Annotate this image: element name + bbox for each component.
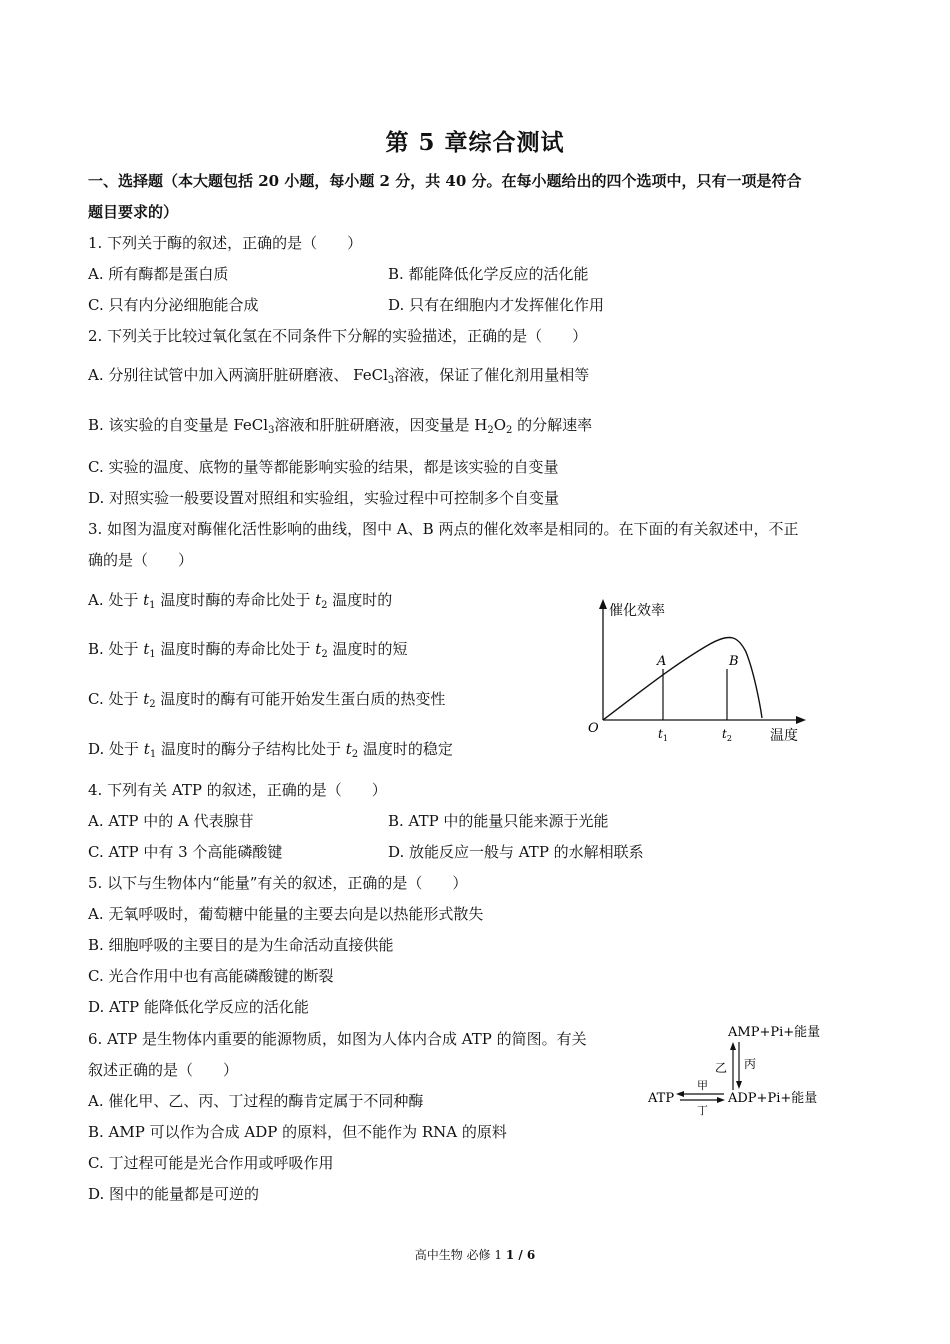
x-axis-label: 温度: [770, 728, 798, 744]
q5-stem: 5. 以下与生物体内“能量”有关的叙述，正确的是（ ）: [88, 874, 468, 892]
q6-option-a: A. 催化甲、乙、丙、丁过程的酶肯定属于不同种酶: [88, 1092, 424, 1110]
q5-option-b: B. 细胞呼吸的主要目的是为生命活动直接供能: [88, 936, 394, 954]
q4-option-c: C. ATP 中有 3 个高能磷酸键: [88, 843, 283, 861]
bing-label: 丙: [744, 1057, 757, 1071]
q3-stem: 3. 如图为温度对酶催化活性影响的曲线，图中 A、B 两点的催化效率是相同的。在下面的有关叙述中，不正: [88, 520, 799, 538]
q6-option-d: D. 图中的能量都是可逆的: [88, 1185, 260, 1203]
adp-label: ADP+Pi+能量: [728, 1091, 818, 1106]
section-heading-cont: 题目要求的）: [88, 203, 179, 221]
q6-stem-cont: 叙述正确的是（ ）: [88, 1061, 239, 1079]
q2-option-c: C. 实验的温度、底物的量等都能影响实验的结果，都是该实验的自变量: [88, 458, 559, 476]
q2-option-a: A. 分别往试管中加入两滴肝脏研磨液、 FeCl$_3$溶液，保证了催化剂用量相等: [88, 366, 590, 386]
q1-option-b: B. 都能降低化学反应的活化能: [388, 265, 589, 283]
amp-label: AMP+Pi+能量: [728, 1025, 821, 1040]
y-axis-arrow-icon: [599, 599, 607, 609]
q1-option-c: C. 只有内分泌细胞能合成: [88, 296, 259, 314]
yi-label: 乙: [715, 1061, 728, 1075]
q2-option-b: B. 该实验的自变量是 FeCl$_3$溶液和肝脏研磨液，因变量是 $H_2O_2$ 的分解速率: [88, 416, 593, 436]
q3-stem-cont: 确的是（ ）: [88, 551, 194, 569]
q6-option-c: C. 丁过程可能是光合作用或呼吸作用: [88, 1154, 334, 1172]
atp-label: ATP: [648, 1091, 675, 1106]
page-footer: 高中生物 必修 1 1 / 6: [414, 1248, 536, 1262]
t1-label: $t_1$: [658, 727, 668, 743]
q6-option-b: B. AMP 可以作为合成 ADP 的原料，但不能作为 RNA 的原料: [88, 1123, 507, 1141]
q3-option-d: D. 处于 $t_1$ 温度时的酶分子结构比处于 $t_2$ 温度时的稳定: [88, 740, 453, 760]
q2-option-d: D. 对照实验一般要设置对照组和实验组，实验过程中可控制多个自变量: [88, 489, 560, 507]
q4-option-d: D. 放能反应一般与 ATP 的水解相联系: [388, 843, 644, 861]
y-axis-label: 催化效率: [609, 603, 665, 619]
q5-option-d: D. ATP 能降低化学反应的活化能: [88, 998, 309, 1016]
t2-label: $t_2$: [722, 727, 732, 743]
jia-label: 甲: [697, 1079, 708, 1092]
q4-option-b: B. ATP 中的能量只能来源于光能: [388, 812, 609, 830]
bing-arrowhead-icon: [736, 1081, 742, 1089]
q4-option-a: A. ATP 中的 A 代表腺苷: [88, 812, 254, 830]
atp-cycle-diagram: [640, 1012, 840, 1122]
q1-stem: 1. 下列关于酶的叙述，正确的是（ ）: [88, 234, 363, 252]
point-a-label: A: [657, 654, 667, 669]
jia-arrowhead-icon: [676, 1091, 684, 1097]
q3-option-a: A. 处于 $t_1$ 温度时酶的寿命比处于 $t_2$ 温度时的: [88, 591, 393, 611]
point-b-label: B: [729, 654, 739, 669]
page-number: 1 / 6: [505, 1248, 536, 1262]
q3-option-c: C. 处于 $t_2$ 温度时的酶有可能开始发生蛋白质的热变性: [88, 690, 446, 710]
yi-arrowhead-icon: [730, 1042, 736, 1050]
q1-option-a: A. 所有酶都是蛋白质: [88, 265, 229, 283]
q5-option-a: A. 无氧呼吸时，葡萄糖中能量的主要去向是以热能形式散失: [88, 905, 484, 923]
q4-stem: 4. 下列有关 ATP 的叙述，正确的是（ ）: [88, 781, 387, 799]
q2-stem: 2. 下列关于比较过氧化氢在不同条件下分解的实验描述，正确的是（ ）: [88, 327, 588, 345]
efficiency-curve: [603, 637, 762, 720]
page-title: 第 5 章综合测试: [385, 129, 565, 156]
x-axis-arrow-icon: [796, 716, 806, 724]
q5-option-c: C. 光合作用中也有高能磷酸键的断裂: [88, 967, 334, 985]
ding-label: 丁: [697, 1104, 708, 1117]
ding-arrowhead-icon: [717, 1097, 725, 1103]
origin-label: O: [588, 721, 599, 736]
q1-option-d: D. 只有在细胞内才发挥催化作用: [388, 296, 605, 314]
q3-option-b: B. 处于 $t_1$ 温度时酶的寿命比处于 $t_2$ 温度时的短: [88, 640, 408, 660]
enzyme-temperature-graph: [580, 592, 840, 752]
q6-stem: 6. ATP 是生物体内重要的能源物质，如图为人体内合成 ATP 的简图。有关: [88, 1030, 587, 1048]
section-heading: 一、选择题（本大题包括 20 小题，每小题 2 分，共 40 分。在每小题给出的四个选项中，只有一项是符合: [88, 172, 802, 190]
